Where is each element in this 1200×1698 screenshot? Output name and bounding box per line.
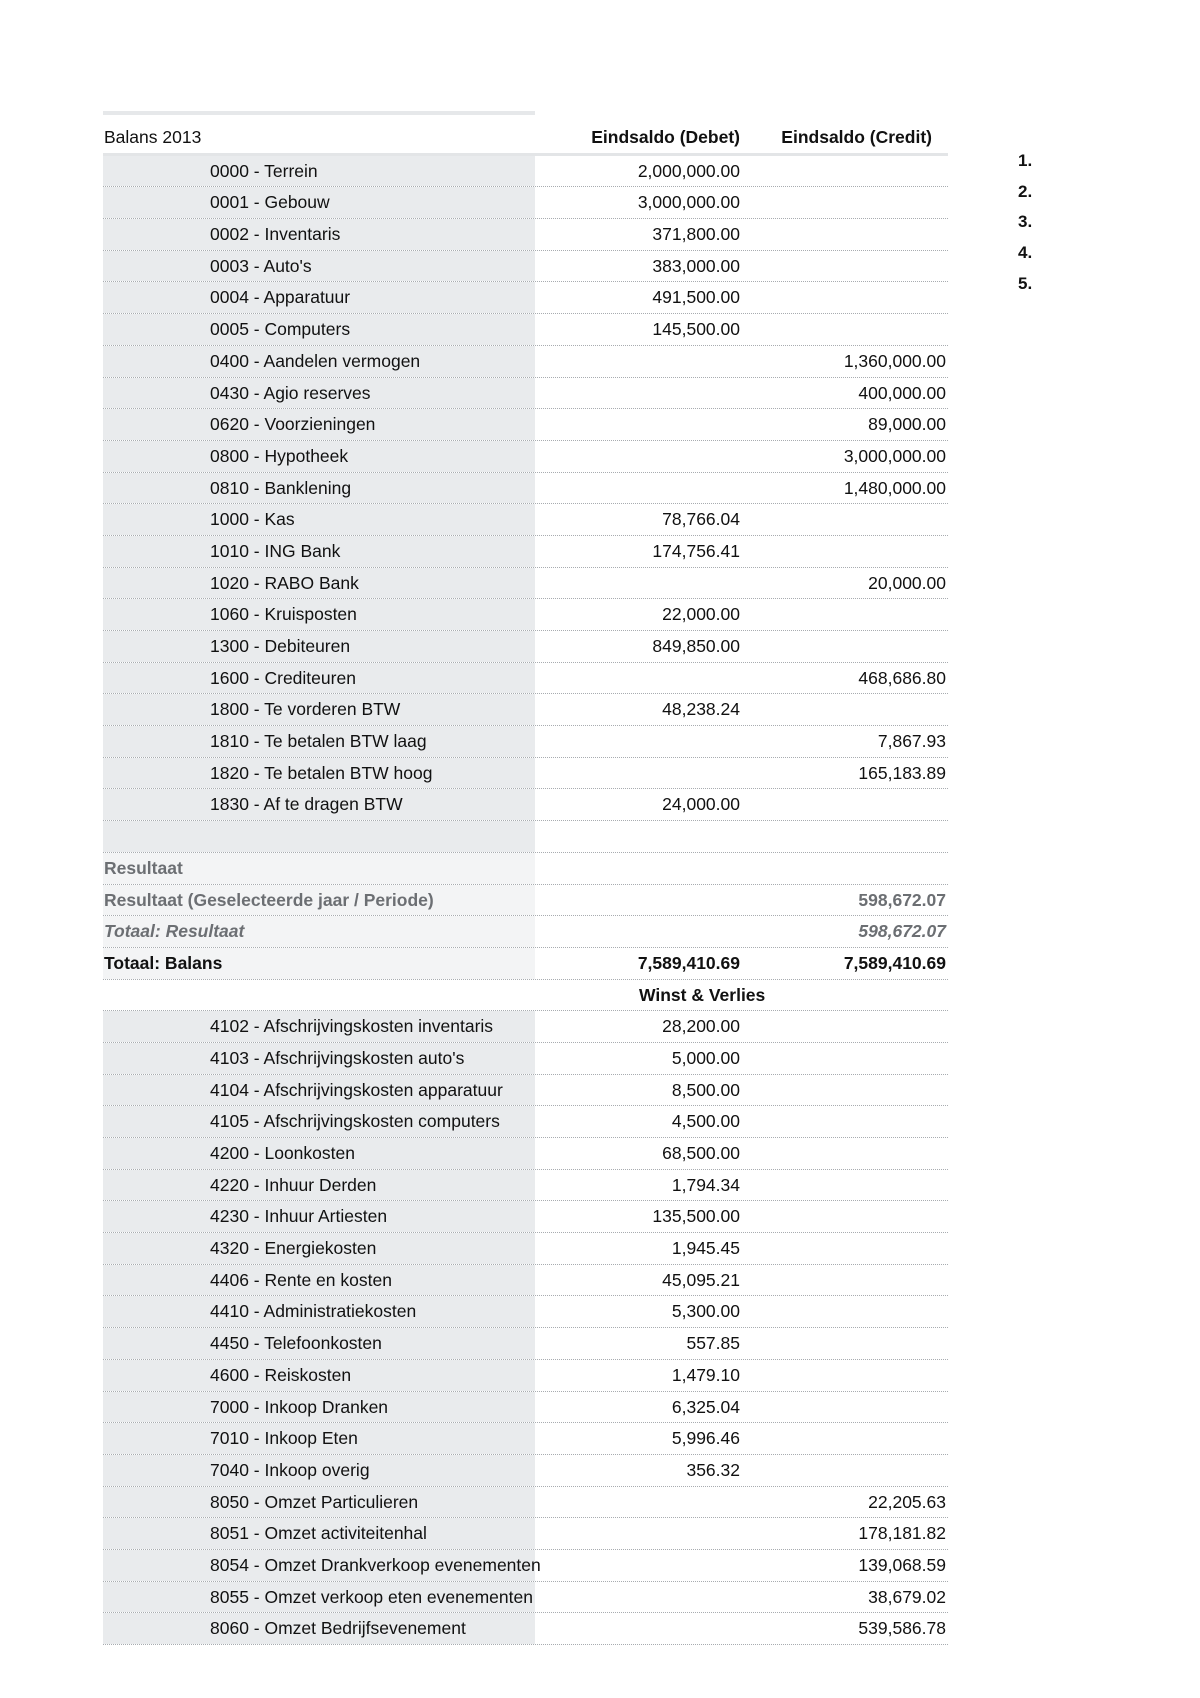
balans-row [103, 726, 948, 758]
debet-value: 22,000.00 [662, 604, 740, 625]
balans-row [103, 441, 948, 473]
account-label: 4105 - Afschrijvingskosten computers [103, 1106, 535, 1137]
account-label: 0800 - Hypotheek [103, 441, 535, 472]
account-label: 4104 - Afschrijvingskosten apparatuur [103, 1075, 535, 1106]
credit-value: 400,000.00 [858, 382, 946, 403]
balans-row [103, 187, 948, 219]
wv-row [103, 1613, 948, 1645]
note-number: 5. [1018, 273, 1033, 293]
col-header-credit: Eindsaldo (Credit) [781, 127, 932, 147]
debet-value: 383,000.00 [652, 255, 740, 276]
balance-sheet-table [103, 111, 948, 1645]
debet-value: 24,000.00 [662, 794, 740, 815]
credit-value: 539,586.78 [858, 1618, 946, 1639]
totaal-balans-row [103, 948, 948, 980]
account-label: 4600 - Reiskosten [103, 1360, 535, 1391]
balans-row [103, 251, 948, 283]
account-label: 4220 - Inhuur Derden [103, 1170, 535, 1201]
account-label: 0430 - Agio reserves [103, 378, 535, 409]
wv-row [103, 1233, 948, 1265]
account-label: 1800 - Te vorderen BTW [103, 694, 535, 725]
credit-value: 165,183.89 [858, 762, 946, 783]
wv-row [103, 1296, 948, 1328]
blank-row [103, 821, 948, 853]
account-label: 1000 - Kas [103, 504, 535, 535]
resultaat-heading: Resultaat [103, 853, 535, 884]
debet-value: 1,794.34 [671, 1174, 740, 1195]
account-label: 0002 - Inventaris [103, 219, 535, 250]
debet-value: 5,300.00 [671, 1301, 740, 1322]
top-rule [103, 111, 535, 115]
account-label: 4406 - Rente en kosten [103, 1265, 535, 1296]
credit-value: 22,205.63 [868, 1491, 946, 1512]
header-row [103, 122, 948, 156]
debet-value: 491,500.00 [652, 287, 740, 308]
balans-row [103, 314, 948, 346]
wv-row [103, 1075, 948, 1107]
account-label: 0000 - Terrein [103, 156, 535, 187]
debet-value: 48,238.24 [662, 699, 740, 720]
totaal-balans-label: Totaal: Balans [103, 948, 535, 979]
debet-value: 6,325.04 [671, 1396, 740, 1417]
wv-row [103, 1487, 948, 1519]
account-label: 1830 - Af te dragen BTW [103, 789, 535, 820]
balans-row [103, 378, 948, 410]
credit-value: 89,000.00 [868, 414, 946, 435]
wv-row [103, 1582, 948, 1614]
account-label: 8060 - Omzet Bedrijfsevenement [103, 1613, 535, 1644]
account-label: 1010 - ING Bank [103, 536, 535, 567]
debet-value: 1,479.10 [671, 1364, 740, 1385]
wv-row [103, 1170, 948, 1202]
account-label: 8051 - Omzet activiteitenhal [103, 1518, 535, 1549]
wv-row [103, 1392, 948, 1424]
wv-title-row [103, 980, 948, 1012]
note-number: 4. [1018, 243, 1033, 263]
account-label: 8050 - Omzet Particulieren [103, 1487, 535, 1518]
debet-value: 28,200.00 [662, 1016, 740, 1037]
credit-value: 3,000,000.00 [843, 445, 946, 466]
account-label: 4103 - Afschrijvingskosten auto's [103, 1043, 535, 1074]
credit-value: 38,679.02 [868, 1586, 946, 1607]
balans-row [103, 789, 948, 821]
debet-value: 3,000,000.00 [637, 192, 740, 213]
wv-row [103, 1328, 948, 1360]
account-label: 0400 - Aandelen vermogen [103, 346, 535, 377]
balans-row [103, 568, 948, 600]
balans-row [103, 536, 948, 568]
wv-row [103, 1201, 948, 1233]
account-label: 1810 - Te betalen BTW laag [103, 726, 535, 757]
account-label: 0001 - Gebouw [103, 187, 535, 218]
account-label: 1600 - Crediteuren [103, 663, 535, 694]
note-number: 1. [1018, 151, 1033, 170]
balans-row [103, 694, 948, 726]
account-label: 7040 - Inkoop overig [103, 1455, 535, 1486]
resultaat-selected-row [103, 885, 948, 917]
resultaat-selected-credit: 598,672.07 [858, 889, 946, 910]
account-label: 1060 - Kruisposten [103, 599, 535, 630]
debet-value: 849,850.00 [652, 636, 740, 656]
balans-row [103, 599, 948, 631]
account-label: 7000 - Inkoop Dranken [103, 1392, 535, 1423]
balans-row [103, 156, 948, 188]
wv-row [103, 1011, 948, 1043]
account-label: 0004 - Apparatuur [103, 282, 535, 313]
balans-accounts [103, 156, 948, 821]
wv-row [103, 1265, 948, 1297]
debet-value: 78,766.04 [662, 509, 740, 530]
resultaat-heading-row [103, 853, 948, 885]
wv-row [103, 1518, 948, 1550]
debet-value: 371,800.00 [652, 224, 740, 245]
account-label: 4200 - Loonkosten [103, 1138, 535, 1169]
wv-accounts [103, 1011, 948, 1645]
balans-row [103, 346, 948, 378]
debet-value: 68,500.00 [662, 1143, 740, 1163]
wv-title: Winst & Verlies [639, 984, 766, 1005]
account-label: 1820 - Te betalen BTW hoog [103, 758, 535, 789]
account-label: 4450 - Telefoonkosten [103, 1328, 535, 1359]
resultaat-total-row [103, 916, 948, 948]
wv-row [103, 1138, 948, 1170]
balans-row [103, 409, 948, 441]
debet-value: 356.32 [686, 1459, 740, 1480]
credit-value: 468,686.80 [858, 667, 946, 688]
debet-value: 174,756.41 [652, 540, 740, 561]
credit-value: 1,360,000.00 [843, 350, 946, 371]
note-number: 2. [1018, 181, 1033, 201]
debet-value: 45,095.21 [662, 1269, 740, 1290]
col-header-debet: Eindsaldo (Debet) [591, 127, 740, 147]
account-label: 4102 - Afschrijvingskosten inventaris [103, 1011, 535, 1042]
wv-row [103, 1455, 948, 1487]
credit-value: 7,867.93 [877, 731, 946, 752]
balans-row [103, 631, 948, 663]
wv-row [103, 1423, 948, 1455]
account-label: 8055 - Omzet verkoop eten evenementen [103, 1582, 535, 1613]
wv-row [103, 1360, 948, 1392]
balans-row [103, 282, 948, 314]
resultaat-total-credit: 598,672.07 [858, 921, 946, 942]
debet-value: 5,000.00 [671, 1047, 740, 1068]
totaal-balans-debet: 7,589,410.69 [637, 952, 740, 973]
account-label: 0620 - Voorzieningen [103, 409, 535, 440]
wv-row [103, 1550, 948, 1582]
debet-value: 2,000,000.00 [637, 160, 740, 181]
debet-value: 1,945.45 [671, 1238, 740, 1259]
account-label: 4410 - Administratiekosten [103, 1296, 535, 1327]
credit-value: 139,068.59 [858, 1554, 946, 1575]
account-label: 1020 - RABO Bank [103, 568, 535, 599]
debet-value: 8,500.00 [671, 1079, 740, 1100]
debet-value: 557.85 [686, 1333, 740, 1354]
resultaat-total-label: Totaal: Resultaat [103, 916, 535, 947]
balans-row [103, 758, 948, 790]
resultaat-selected-label: Resultaat (Geselecteerde jaar / Periode) [103, 885, 535, 916]
account-label: 4230 - Inhuur Artiesten [103, 1201, 535, 1232]
account-label: 0810 - Banklening [103, 473, 535, 504]
account-label: 0003 - Auto's [103, 251, 535, 282]
balans-row [103, 663, 948, 695]
credit-value: 178,181.82 [858, 1523, 946, 1544]
account-label: 7010 - Inkoop Eten [103, 1423, 535, 1454]
account-label: 8054 - Omzet Drankverkoop evenementen [103, 1550, 535, 1581]
sheet-title: Balans 2013 [104, 127, 202, 147]
note-numbers [1018, 150, 1098, 303]
wv-row [103, 1043, 948, 1075]
balans-row [103, 219, 948, 251]
account-label: 4320 - Energiekosten [103, 1233, 535, 1264]
wv-row [103, 1106, 948, 1138]
credit-value: 1,480,000.00 [843, 477, 946, 498]
debet-value: 135,500.00 [652, 1206, 740, 1227]
account-label: 1300 - Debiteuren [103, 631, 535, 662]
credit-value: 20,000.00 [868, 572, 946, 593]
totaal-balans-credit: 7,589,410.69 [843, 952, 946, 973]
note-number: 3. [1018, 212, 1033, 232]
debet-value: 4,500.00 [671, 1111, 740, 1132]
account-label: 0005 - Computers [103, 314, 535, 345]
balans-row [103, 473, 948, 505]
debet-value: 5,996.46 [671, 1428, 740, 1449]
debet-value: 145,500.00 [652, 319, 740, 340]
balans-row [103, 504, 948, 536]
